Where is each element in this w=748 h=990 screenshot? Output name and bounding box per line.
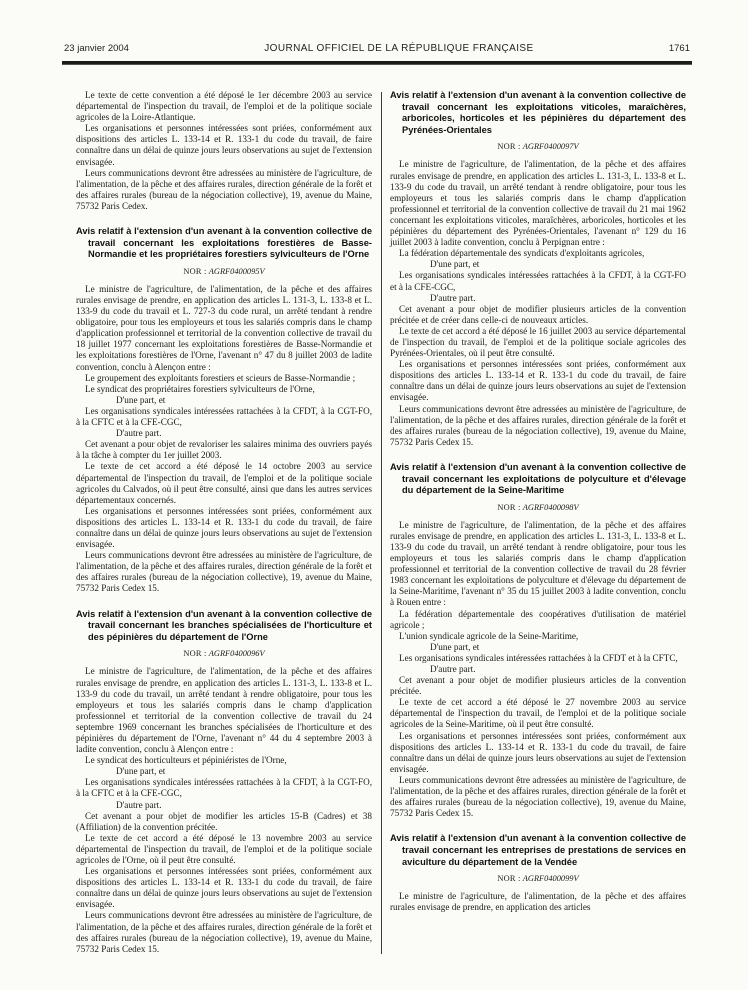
notice-heading: Avis relatif à l'extension d'un avenant à la convention collective de travail concernant les exploitations de polyculture et d'élevage du département de la Seine-Maritime [390, 461, 686, 496]
party-item: Les organisations syndicales intéressées rattachées à la CFDT, à la CGT-FO, à la CFTC et à la CFE-CGC, [76, 405, 372, 428]
party-item: La fédération départementale des coopératives d'utilisation de matériel agricole ; [390, 608, 686, 630]
notice-heading: Avis relatif à l'extension d'un avenant à la convention collective de travail concernant les exploitations viticoles, maraîchères, arboricoles, horticoles et les pépinières du département des Pyrénées-Orientales [390, 90, 686, 135]
body-paragraph: Leurs communications devront être adressées au ministère de l'agriculture, de l'alimentation, de la pêche et des affaires rurales, direction générale de la forêt et des affaires rurales (bureau de la négociation collective), 19, avenue du Maine, 75732 Paris Cedex 15. [390, 403, 686, 447]
nor-reference [390, 873, 686, 884]
party-item: Les organisations syndicales intéressées rattachées à la CFDT, à la CGT-FO, à la CFTC et à la CFE-CGC, [76, 777, 372, 799]
party-item: Le groupement des exploitants forestiers et scieurs de Basse-Normandie ; [85, 372, 356, 383]
party-designation: D'une part, et [116, 766, 166, 777]
body-paragraph: Le ministre de l'agriculture, de l'alimentation, de la pêche et des affaires rurales envisage de prendre, en application des articles L. 131-3, L. 133-8 et L. 133-9 du code du travail et L. 727-3 du code rural, un arrêté tendant à rendre obligatoire, pour tous les employeurs et tous les salariés compris dans le champ d'application professionnel et territorial de la convention collective de travail du 18 juillet 1977 concernant les exploitations forestières de Basse-Normandie et les exploitations forestières de l'Orne, l'avenant n° 47 du 8 juillet 2003 de ladite convention, conclu à Alençon entre : [76, 283, 372, 372]
nor-code: AGRF0400095V [208, 266, 265, 276]
nor-label: NOR : [497, 142, 523, 152]
nor-label: NOR : [497, 874, 523, 884]
right-column [390, 90, 686, 955]
body-paragraph: Le ministre de l'agriculture, de l'alimentation, de la pêche et des affaires rurales envisage de prendre, en application des articles L. 131-3, L. 133-8 et L. 133-9 du code du travail, un arrêté tendant à rendre obligatoire, pour tous les employeurs et tous les salariés compris dans le champ d'application professionnel et territorial de la convention collective de travail du 28 février 1983 concernant les exploitations de polyculture et d'élevage du département de la Seine-Maritime, l'avenant n° 35 du 15 juillet 2003 à ladite convention, conclu à Rouen entre : [390, 519, 686, 608]
party-designation: D'une part, et [116, 394, 166, 405]
nor-reference [390, 141, 686, 152]
header-rule [62, 61, 692, 65]
party-designation: D'autre part. [116, 799, 162, 810]
page-number: 1761 [668, 43, 690, 54]
body-paragraph: Le texte de cette convention a été déposé le 1er décembre 2003 au service départemental de l'inspection du travail, de l'emploi et de la politique sociale agricoles de la Loire-Atlantique. [76, 90, 372, 123]
body-paragraph: Leurs communications devront être adressées au ministère de l'agriculture, de l'alimentation, de la pêche et des affaires rurales, direction générale de la forêt et des affaires rurales (bureau de la négociation collective), 19, avenue du Maine, 75732 Paris Cedex. [76, 167, 372, 211]
nor-code: AGRF0400096V [208, 649, 265, 659]
issue-date: 23 janvier 2004 [64, 43, 129, 54]
nor-code: AGRF0400099V [522, 874, 579, 884]
body-paragraph: Le texte de cet accord a été déposé le 27 novembre 2003 au service départemental de l'inspection du travail, de l'emploi et de la politique sociale agricoles de la Seine-Maritime, où il peut être consulté. [390, 697, 686, 730]
nor-label: NOR : [183, 266, 209, 276]
nor-code: AGRF0400098V [522, 502, 579, 512]
body-paragraph: Le ministre de l'agriculture, de l'alimentation, de la pêche et des affaires rurales envisage de prendre, en application des articles L. 131-3, L. 133-8 et L. 133-9 du code du travail, un arrêté tendant à rendre obligatoire, pour tous les employeurs et tous les salariés compris dans le champ d'application professionnel et territorial de la convention collective de travail du 24 septembre 1969 concernant les branches spécialisées de l'horticulture et des pépinières du département de l'Orne, l'avenant n° 44 du 4 septembre 2003 à ladite convention, conclu à Alençon entre : [76, 666, 372, 755]
party-item: Les organisations syndicales intéressées rattachées à la CFDT et à la CFTC, [399, 652, 678, 663]
body-paragraph: Cet avenant a pour objet de revaloriser les salaires minima des ouvriers payés à la tâche à compter du 1er juillet 2003. [76, 439, 372, 461]
party-item: Le syndicat des propriétaires forestiers sylviculteurs de l'Orne, [85, 383, 315, 394]
party-designation: D'autre part. [116, 428, 162, 439]
page-content [76, 90, 686, 955]
page-header [0, 0, 748, 54]
body-paragraph: Les organisations et personnes intéressées sont priées, conformément aux dispositions des articles L. 133-14 et R. 133-1 du code du travail, de faire connaître dans un délai de quinze jours leurs observations au sujet de l'extension envisagée. [76, 866, 372, 910]
body-paragraph: Le ministre de l'agriculture, de l'alimentation, de la pêche et des affaires rurales envisage de prendre, en application des articles [390, 891, 686, 913]
body-paragraph: Le ministre de l'agriculture, de l'alimentation, de la pêche et des affaires rurales envisage de prendre, en application des articles L. 131-3, L. 133-8 et L. 133-9 du code du travail, un arrêté tendant à rendre obligatoire, pour tous les employeurs et tous les salariés compris dans le champ d'application professionnel et territorial de la convention collective de travail du 21 mai 1962 concernant les exploitations viticoles, maraîchères, arboricoles, horticoles et les pépinières du département des Pyrénées-Orientales, l'avenant n° 129 du 16 juillet 2003 à ladite convention, conclu à Perpignan entre : [390, 159, 686, 248]
body-paragraph: Le texte de cet accord a été déposé le 16 juillet 2003 au service départemental de l'inspection du travail, de l'emploi et de la politique sociale agricoles des Pyrénées-Orientales, où il peut être consulté. [390, 325, 686, 359]
party-item: Les organisations syndicales intéressées rattachées à la CFDT, à la CGT-FO et à la CFE-CGC, [390, 270, 686, 292]
party-designation: D'une part, et [430, 259, 480, 270]
column-divider [381, 92, 382, 954]
notice-heading: Avis relatif à l'extension d'un avenant à la convention collective de travail concernant les branches spécialisées de l'horticulture et des pépinières du département de l'Orne [76, 608, 372, 642]
body-paragraph: Leurs communications devront être adressées au ministère de l'agriculture, de l'alimentation, de la pêche et des affaires rurales, direction générale de la forêt et des affaires rurales (bureau de la négociation collective), 19, avenue du Maine, 75732 Paris Cedex 15. [76, 550, 372, 594]
body-paragraph: Cet avenant a pour objet de modifier plusieurs articles de la convention précitée et de créer dans celle-ci de nouveaux articles. [390, 303, 686, 325]
party-item: La fédération départementale des syndicats d'exploitants agricoles, [399, 248, 645, 259]
nor-reference [76, 648, 372, 659]
body-paragraph: Les organisations et personnes intéressées sont priées, conformément aux dispositions des articles L. 133-14 et R. 133-1 du code du travail, de faire connaître dans un délai de quinze jours leurs observations au sujet de l'extension envisagée. [76, 505, 372, 550]
party-designation: D'autre part. [430, 664, 476, 674]
body-paragraph: Cet avenant a pour objet de modifier les articles 15-B (Cadres) et 38 (Affiliation) de la convention précitée. [76, 810, 372, 832]
body-paragraph: Le texte de cet accord a été déposé le 14 octobre 2003 au service départemental de l'inspection du travail, de l'emploi et de la politique sociale agricoles du Calvados, où il peut être consulté, ainsi que dans les autres services départementaux concernés. [76, 461, 372, 505]
notice-heading: Avis relatif à l'extension d'un avenant à la convention collective de travail concernant les entreprises de prestations de services en aviculture du département de la Vendée [390, 833, 686, 867]
nor-code: AGRF0400097V [522, 142, 579, 152]
nor-reference [390, 502, 686, 513]
party-designation: D'autre part. [430, 292, 476, 303]
nor-label: NOR : [497, 502, 523, 512]
party-item: L'union syndicale agricole de la Seine-Maritime, [399, 630, 579, 641]
body-paragraph: Cet avenant a pour objet de modifier plusieurs articles de la convention précitée. [390, 675, 686, 697]
body-paragraph: Les organisations et personnes intéressées sont priées, conformément aux dispositions des articles L. 133-14 et R. 133-1 du code du travail, de faire connaître dans un délai de quinze jours leurs observations au sujet de l'extension envisagée. [390, 359, 686, 403]
party-item: Le syndicat des horticulteurs et pépiniéristes de l'Orne, [85, 755, 287, 766]
notice-heading: Avis relatif à l'extension d'un avenant à la convention collective de travail concernant les exploitations forestières de Basse-Normandie et les propriétaires forestiers sylviculteurs de l'Orne [76, 226, 372, 260]
body-paragraph: Les organisations et personnes intéressées sont priées, conformément aux dispositions des articles L. 133-14 et R. 133-1 du code du travail, de faire connaître dans un délai de quinze jours leurs observations au sujet de l'extension envisagée. [76, 123, 372, 167]
body-paragraph: Le texte de cet accord a été déposé le 13 novembre 2003 au service départemental de l'inspection du travail, de l'emploi et de la politique sociale agricoles de l'Orne, où il peut être consulté. [76, 832, 372, 865]
nor-label: NOR : [183, 649, 209, 659]
party-designation: D'une part, et [430, 641, 480, 652]
body-paragraph: Les organisations et personnes intéressées sont priées, conformément aux dispositions des articles L. 133-14 et R. 133-1 du code du travail, de faire connaître dans un délai de quinze jours leurs observations au sujet de l'extension envisagée. [390, 730, 686, 774]
left-column [76, 90, 372, 955]
nor-reference [76, 266, 372, 277]
body-paragraph: Leurs communications devront être adressées au ministère de l'agriculture, de l'alimentation, de la pêche et des affaires rurales, direction générale de la forêt et des affaires rurales (bureau de la négociation collective), 19, avenue du Maine, 75732 Paris Cedex 15. [76, 910, 372, 954]
journal-title: JOURNAL OFFICIEL DE LA RÉPUBLIQUE FRANÇAISE [264, 43, 534, 54]
body-paragraph: Leurs communications devront être adressées au ministère de l'agriculture, de l'alimentation, de la pêche et des affaires rurales, direction générale de la forêt et des affaires rurales (bureau de la négociation collective), 19, avenue du Maine, 75732 Paris Cedex 15. [390, 774, 686, 819]
